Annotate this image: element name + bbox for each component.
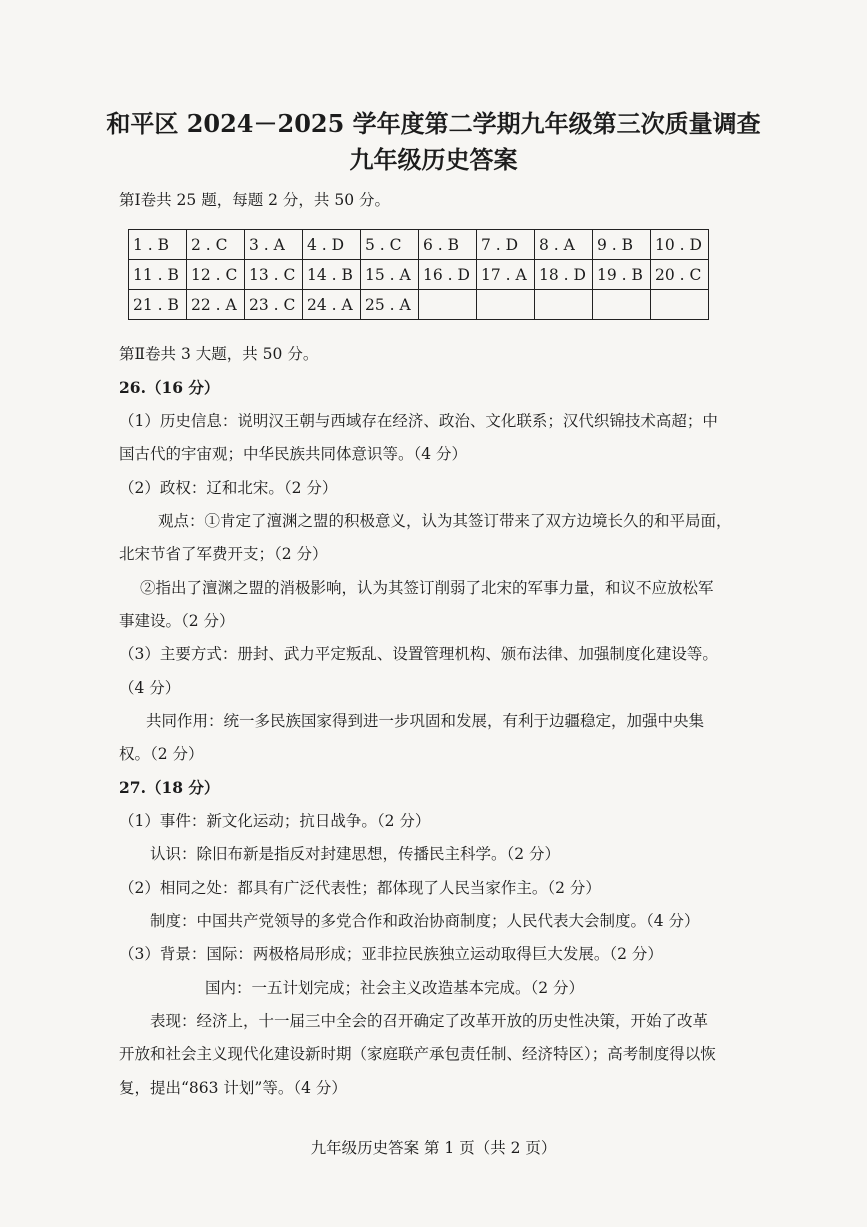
q27-heading: 27.（18 分） (119, 778, 220, 797)
q26-heading: 26.（16 分） (119, 378, 220, 397)
answer-cell: 17 . A (477, 260, 535, 290)
q27-line: （3）背景：国际：两极格局形成；亚非拉民族独立运动取得巨大发展。（2 分） (119, 945, 663, 963)
answer-cell: 14 . B (303, 260, 361, 290)
q26-line: 权。（2 分） (119, 745, 204, 763)
q27-line: 复，提出“863 计划”等。（4 分） (119, 1079, 347, 1097)
answer-cell: 15 . A (361, 260, 419, 290)
part1-intro: 第Ⅰ卷共 25 题，每题 2 分，共 50 分。 (119, 191, 390, 209)
answer-cell: 2 . C (187, 230, 245, 260)
answer-cell (477, 290, 535, 320)
q26-line: 观点：①肯定了澶渊之盟的积极意义，认为其签订带来了双方边境长久的和平局面， (158, 512, 732, 530)
q26-line: 国古代的宇宙观；中华民族共同体意识等。（4 分） (119, 445, 468, 463)
answer-row (129, 230, 709, 260)
answer-cell: 18 . D (535, 260, 593, 290)
answer-cell: 10 . D (651, 230, 709, 260)
page-title: 和平区 2024－2025 学年度第二学期九年级第三次质量调查 (106, 109, 761, 138)
q26-line: （1）历史信息：说明汉王朝与西域存在经济、政治、文化联系；汉代织锦技术高超；中 (119, 412, 718, 430)
answer-cell: 21 . B (129, 290, 187, 320)
answer-cell (651, 290, 709, 320)
answer-cell (593, 290, 651, 320)
page-footer: 九年级历史答案 第 1 页（共 2 页） (310, 1139, 557, 1157)
q26-line: （3）主要方式：册封、武力平定叛乱、设置管理机构、颁布法律、加强制度化建设等。 (119, 645, 718, 663)
answer-cell: 1 . B (129, 230, 187, 260)
q26-line: ②指出了澶渊之盟的消极影响，认为其签订削弱了北宋的军事力量，和议不应放松军 (140, 579, 714, 597)
answer-cell: 11 . B (129, 260, 187, 290)
answer-cell: 7 . D (477, 230, 535, 260)
q26-line: 共同作用：统一多民族国家得到进一步巩固和发展，有利于边疆稳定，加强中央集 (146, 712, 705, 730)
answer-cell: 8 . A (535, 230, 593, 260)
answer-cell: 3 . A (245, 230, 303, 260)
answer-cell: 9 . B (593, 230, 651, 260)
answer-cell: 19 . B (593, 260, 651, 290)
answer-cell: 25 . A (361, 290, 419, 320)
answer-cell (535, 290, 593, 320)
q27-line: （2）相同之处：都具有广泛代表性；都体现了人民当家作主。（2 分） (119, 879, 601, 897)
part2-intro: 第Ⅱ卷共 3 大题，共 50 分。 (119, 345, 319, 363)
q27-line: 国内：一五计划完成；社会主义改造基本完成。（2 分） (205, 979, 585, 997)
answer-cell: 4 . D (303, 230, 361, 260)
q27-line: 表现：经济上，十一届三中全会的召开确定了改革开放的历史性决策，开始了改革 (150, 1012, 709, 1030)
answer-cell: 6 . B (419, 230, 477, 260)
q27-line: 制度：中国共产党领导的多党合作和政治协商制度；人民代表大会制度。（4 分） (150, 912, 700, 930)
q27-line: 开放和社会主义现代化建设新时期（家庭联产承包责任制、经济特区）；高考制度得以恢 (119, 1045, 716, 1063)
answer-row (129, 290, 709, 320)
q27-line: 认识：除旧布新是指反对封建思想，传播民主科学。（2 分） (150, 845, 561, 863)
answer-cell: 12 . C (187, 260, 245, 290)
answer-cell: 20 . C (651, 260, 709, 290)
answer-cell: 13 . C (245, 260, 303, 290)
answer-cell: 23 . C (245, 290, 303, 320)
answer-table (128, 229, 709, 320)
page-subtitle: 九年级历史答案 (349, 145, 518, 174)
q26-line: 事建设。（2 分） (119, 612, 235, 630)
answer-cell (419, 290, 477, 320)
answer-row (129, 260, 709, 290)
q26-line: （4 分） (119, 679, 181, 697)
answer-cell: 5 . C (361, 230, 419, 260)
q26-line: （2）政权：辽和北宋。（2 分） (119, 479, 338, 497)
answer-cell: 16 . D (419, 260, 477, 290)
q26-line: 北宋节省了军费开支；（2 分） (119, 545, 328, 563)
answer-cell: 24 . A (303, 290, 361, 320)
q27-line: （1）事件：新文化运动；抗日战争。（2 分） (119, 812, 431, 830)
answer-cell: 22 . A (187, 290, 245, 320)
